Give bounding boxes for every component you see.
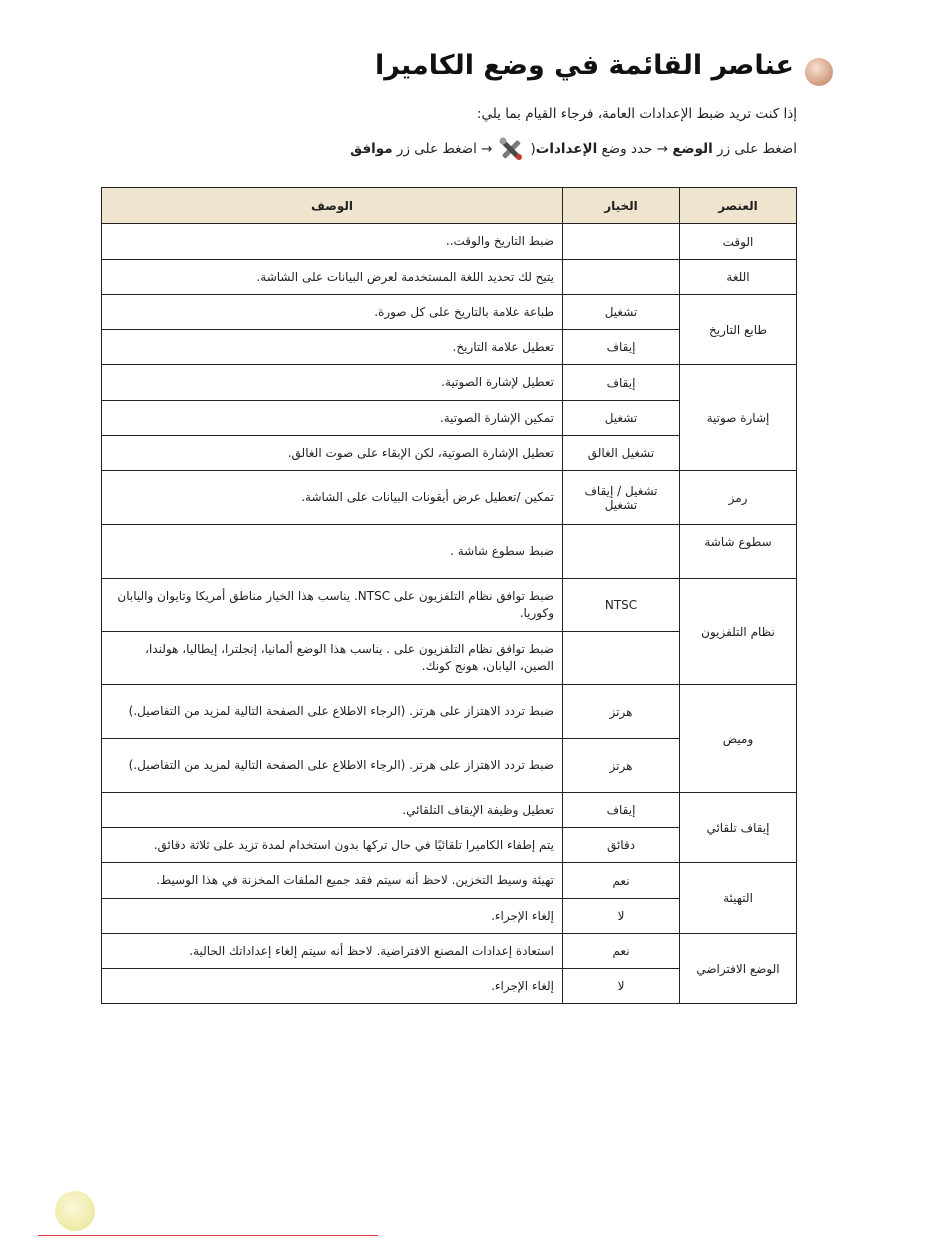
- header-option: الخيار: [563, 188, 680, 224]
- cell-item: إيقاف تلقائي: [680, 793, 797, 863]
- cell-item: سطوع شاشة: [680, 525, 797, 579]
- intro-text: إذا كنت تريد ضبط الإعدادات العامة، فرجاء القيام بما يلي:: [476, 106, 797, 122]
- cell-option: [563, 632, 680, 685]
- cell-description: ضبط سطوع شاشة .: [102, 525, 563, 579]
- cell-option: NTSC: [563, 579, 680, 632]
- title-bullet-icon: [805, 58, 833, 86]
- step-text-2: → حدد وضع: [601, 141, 669, 157]
- cell-option: لا: [563, 969, 680, 1004]
- cell-option: تشغيل: [563, 295, 680, 330]
- header-item: العنصر: [680, 188, 797, 224]
- table-row: [102, 260, 797, 295]
- cell-description: ضبط توافق نظام التلفزيون على . يناسب هذا الوضع ألمانيا، إنجلترا، إيطاليا، هولندا، الصين، اليابان، هونج كونك.: [102, 632, 563, 685]
- ok-word: موافق: [350, 141, 393, 157]
- table-row: [102, 295, 797, 330]
- cell-item: وميض: [680, 685, 797, 793]
- cell-option: إيقاف: [563, 365, 680, 401]
- cell-description: ضبط تردد الاهتزاز على هرتز. (الرجاء الاطلاع على الصفحة التالية لمزيد من التفاصيل.): [102, 739, 563, 793]
- cell-option: إيقاف: [563, 793, 680, 828]
- settings-tools-icon: [498, 136, 524, 162]
- footer-divider: [38, 1235, 378, 1236]
- cell-item: التهيئة: [680, 863, 797, 934]
- cell-description: تمكين الإشارة الصوتية.: [102, 401, 563, 436]
- cell-item: الوقت: [680, 224, 797, 260]
- cell-option: [563, 525, 680, 579]
- cell-item: رمز: [680, 471, 797, 525]
- mode-word: الوضع: [672, 141, 713, 157]
- cell-description: تهيئة وسيط التخزين. لاحظ أنه سيتم فقد جميع الملفات المخزنة في هذا الوسيط.: [102, 863, 563, 899]
- cell-description: إلغاء الإجراء.: [102, 969, 563, 1004]
- table-row: [102, 934, 797, 969]
- cell-item: نظام التلفزيون: [680, 579, 797, 685]
- table-header-row: [102, 188, 797, 224]
- table-row: [102, 863, 797, 899]
- page-title: عناصر القائمة في وضع الكاميرا: [374, 50, 794, 81]
- cell-description: تعطيل لإشارة الصوتية.: [102, 365, 563, 401]
- cell-option: [563, 260, 680, 295]
- cell-item: إشارة صوتية: [680, 365, 797, 471]
- cell-description: تعطيل الإشارة الصوتية، لكن الإبقاء على صوت الغالق.: [102, 436, 563, 471]
- paren-open: (: [530, 141, 536, 157]
- cell-description: إلغاء الإجراء.: [102, 899, 563, 934]
- step-text-3: → اضغط على زر: [396, 141, 493, 157]
- cell-item: طابع التاريخ: [680, 295, 797, 365]
- cell-description: ضبط تردد الاهتزاز على هرتز. (الرجاء الاطلاع على الصفحة التالية لمزيد من التفاصيل.): [102, 685, 563, 739]
- cell-option: نعم: [563, 863, 680, 899]
- table-row: [102, 471, 797, 525]
- cell-description: يتم إطفاء الكاميرا تلقائيًا في حال تركها بدون استخدام لمدة تزيد على ثلاثة دقائق.: [102, 828, 563, 863]
- table-row: [102, 579, 797, 632]
- table-row: [102, 793, 797, 828]
- cell-item: اللغة: [680, 260, 797, 295]
- step-text-1: اضغط على زر: [717, 141, 797, 157]
- table-row: [102, 525, 797, 579]
- steps-line: [350, 136, 797, 162]
- cell-option: نعم: [563, 934, 680, 969]
- page-circle-icon: [55, 1191, 95, 1231]
- cell-description: ضبط توافق نظام التلفزيون على NTSC. يناسب هذا الخيار مناطق أمريكا وتايوان واليابان وكوريا.: [102, 579, 563, 632]
- cell-option: تشغيل: [563, 401, 680, 436]
- cell-description: طباعة علامة بالتاريخ على كل صورة.: [102, 295, 563, 330]
- cell-option: هرتز: [563, 685, 680, 739]
- table-row: [102, 224, 797, 260]
- settings-word: الإعدادات: [535, 141, 598, 157]
- cell-option: دقائق: [563, 828, 680, 863]
- table-row: [102, 365, 797, 401]
- cell-description: تعطيل وظيفة الإيقاف التلقائي.: [102, 793, 563, 828]
- cell-option: لا: [563, 899, 680, 934]
- header-description: الوصف: [102, 188, 563, 224]
- table-row: [102, 685, 797, 739]
- cell-item: الوضع الافتراضي: [680, 934, 797, 1004]
- cell-option: تشغيل / إيقاف تشغيل: [563, 471, 680, 525]
- menu-items-table: [101, 187, 797, 1004]
- cell-option: [563, 224, 680, 260]
- cell-option: هرتز: [563, 739, 680, 793]
- cell-option: تشغيل الغالق: [563, 436, 680, 471]
- cell-option: إيقاف: [563, 330, 680, 365]
- cell-description: تعطيل علامة التاريخ.: [102, 330, 563, 365]
- cell-description: استعادة إعدادات المصنع الافتراضية. لاحظ أنه سيتم إلغاء إعداداتك الحالية.: [102, 934, 563, 969]
- cell-description: ضبط التاريخ والوقت..: [102, 224, 563, 260]
- cell-description: يتيح لك تحديد اللغة المستخدمة لعرض البيانات على الشاشة.: [102, 260, 563, 295]
- cell-description: تمكين /تعطيل عرض أيقونات البيانات على الشاشة.: [102, 471, 563, 525]
